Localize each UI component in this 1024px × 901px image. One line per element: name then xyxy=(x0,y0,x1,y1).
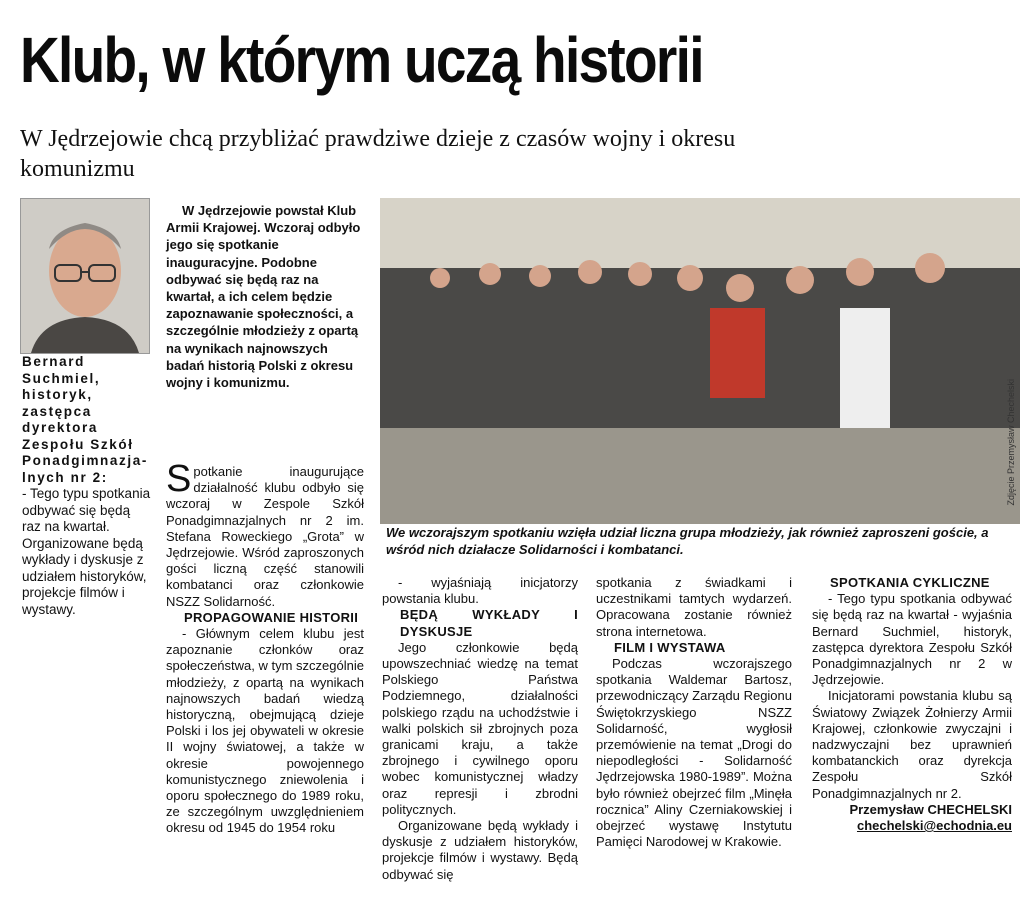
portrait-name-role: Bernard Suchmiel, historyk, zastępca dyrektora Zespołu Szkół Ponadgimnazja-lnych nr 2: xyxy=(22,354,148,485)
lead-paragraph: W Jędrzejowie powstał Klub Armii Krajowej. Wczoraj odbyło jego się spotkanie inauguracyjne. Podobne odbywać się będą raz na kwartał, a ich celem będzie zapoznawanie społeczności, a szczególnie młodzieży z opartą na wynikach najnowszych badań historią Polski z okresu wojny i komunizmu. xyxy=(166,203,361,391)
portrait-caption xyxy=(22,354,152,618)
body-paragraph: Organizowane będą wykłady i dyskusje z udziałem historyków, projekcje filmów i wystawy. Będą odbywać się xyxy=(382,818,578,882)
column-1 xyxy=(166,458,364,837)
photo-credit: Zdjęcie Przemysław Chechelski xyxy=(1006,379,1016,506)
column-3 xyxy=(596,575,792,850)
dropcap: S xyxy=(166,458,192,500)
portrait-image xyxy=(21,199,149,353)
audience-image xyxy=(380,198,1020,524)
author-email[interactable]: chechelski@echodnia.eu xyxy=(856,818,1012,834)
body-paragraph: Jego członkowie będą upowszechniać wiedzę na temat Polskiego Państwa Podziemnego, działalności polskiego rządu na uchodźstwie i walki polskich sił zbrojnych poza granicami kraju, a także zbrojnego i cywilnego oporu wobec komunistycznej władzy oraz represji i zbrodni politycznych. xyxy=(382,639,578,817)
section-heading: PROPAGOWANIE HISTORII xyxy=(184,609,359,625)
headline: Klub, w którym uczą historii xyxy=(20,24,703,96)
portrait-photo xyxy=(20,198,150,354)
body-paragraph: - Tego typu spotkania odbywać się będą raz na kwartał - wyjaśnia Bernard Suchmiel, historyk, zastępca dyrektora Zespołu Szkół Ponadgimnazjalnych nr 2 w Jędrzejowie. xyxy=(812,591,1012,688)
subheadline: W Jędrzejowie chcą przybliżać prawdziwe dzieje z czasów wojny i okresu komunizmu xyxy=(20,126,736,182)
body-paragraph: potkanie inaugurujące działalność klubu odbyło się wczoraj w Zespole Szkół Ponadgimnazjalnych nr 2 im. Stefana Roweckiego „Grota” w Jędrzejowie. Wśród zaproszonych gości liczną część stanowili kombatanci oraz członkowie NSZZ Solidarność. xyxy=(166,464,364,609)
body-paragraph: - Głównym celem klubu jest zapoznanie członków oraz społeczeństwa, w tym szczególnie młodzieży, z opartą na wynikach najnowszych badań wiedzą historyczną, obejmującą dzieje Polski i los jej obywateli w okresie II wojny światowej, a także w okresie powojennego komunistycznego zniewolenia i oporu społecznego do 1989 roku, ze szczególnym uwzględnieniem okresu od 1945 do 1954 roku xyxy=(166,626,364,836)
body-paragraph: - wyjaśniają inicjatorzy powstania klubu. xyxy=(382,575,578,607)
column-2 xyxy=(382,575,578,883)
author-byline: Przemysław CHECHELSKI xyxy=(849,801,1012,817)
event-photo xyxy=(380,198,1020,524)
portrait-quote: - Tego typu spotkania odbywać się będą raz na kwartał. Organizowane będą wykłady i dyskusje z udziałem historyków, projekcje filmów i wystawy. xyxy=(22,486,151,617)
body-paragraph: Podczas wczorajszego spotkania Waldemar Bartosz, przewodniczący Zarządu Regionu Świętokrzyskiego NSZZ Solidarność, wygłosił przemówienie na temat „Drogi do niepodległości - Solidarność Jędrzejowska 1980-1989”. Można było również obejrzeć film „Minęła rocznica” Aliny Czerniakowskiej i obejrzeć wystawę Instytutu Pamięci Narodowej w Krakowie. xyxy=(596,656,792,850)
body-paragraph: Inicjatorami powstania klubu są Światowy Związek Żołnierzy Armii Krajowej, członkowie zwyczajni i nadzwyczajni bez uprawnień kombatanckich oraz dyrekcja Zespołu Szkół Ponadgimnazjalnych nr 2. xyxy=(812,688,1012,801)
body-paragraph: spotkania z świadkami i uczestnikami tamtych wydarzeń. Opracowana zostanie również strona internetowa. xyxy=(596,575,792,639)
column-4 xyxy=(812,575,1012,834)
photo-caption: We wczorajszym spotkaniu wzięła udział liczna grupa młodzieży, jak również zaproszeni goście, a wśród nich działacze Solidarności i kombatanci. xyxy=(386,525,989,557)
section-heading: FILM I WYSTAWA xyxy=(614,639,726,655)
section-heading: SPOTKANIA CYKLICZNE xyxy=(830,575,990,590)
section-heading: BĘDĄ WYKŁADY I DYSKUSJE xyxy=(400,607,578,639)
